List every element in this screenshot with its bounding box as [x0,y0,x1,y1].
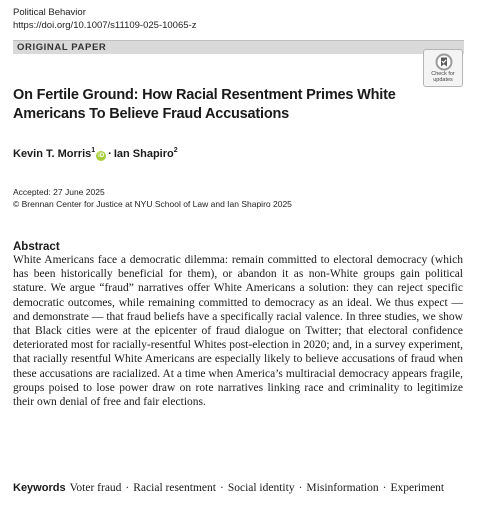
keyword-separator: · [382,482,387,494]
bookmark-check-icon [435,53,453,71]
keywords-section [13,481,463,496]
keyword-item: Social identity [227,482,295,494]
orcid-icon[interactable]: iD [98,153,105,159]
keyword-separator: · [219,482,224,494]
author-name[interactable]: Ian Shapiro [113,148,174,160]
article-type-badge [13,40,464,54]
check-for-updates-button[interactable] [423,49,463,87]
doi-link[interactable]: https://doi.org/10.1007/s11109-025-10065-z [13,20,197,31]
journal-name: Political Behavior [13,7,86,18]
article-type-label: ORIGINAL PAPER [17,42,107,53]
article-title: On Fertile Ground: How Racial Resentment Primes White Americans To Believe Fraud Accusations [13,87,396,122]
abstract-heading: Abstract [13,241,60,253]
keyword-item: Racial resentment [133,482,216,494]
author-list [13,147,178,161]
keyword-item: Voter fraud [69,482,122,494]
keyword-item: Experiment [390,482,445,494]
author-name[interactable]: Kevin T. Morris [13,148,92,160]
accepted-date: Accepted: 27 June 2025 [13,187,105,197]
keyword-separator: · [125,482,130,494]
author-separator: · [108,148,112,160]
copyright-notice: © Brennan Center for Justice at NYU School of Law and Ian Shapiro 2025 [13,199,292,209]
abstract-text: White Americans face a democratic dilemma: remain committed to electoral democracy (which has been historically beneficial for them), or abandon it as non-White groups gain political stature. We argue “fraud” narratives offer White Americans a solution: they can reject specific democratic outcomes, while remaining committed to democracy as an ideal. We thus expect — and demonstrate — that fraud beliefs have a specifically racial valence. In three studies, we show that Black cities were at the epicenter of fraud dialogue on Twitter; that electoral confidence deteriorated most for racially-resentful Whites post-election in 2020; and, in a survey experiment, that racially resentful White Americans are especially likely to believe accusations of fraud when these accusations are racialized. At a time when America’s multiracial democracy appears fragile, groups poised to lose power draw on rote narratives linking race and criminality to legitimize their own denial of free and fair elections. [13,254,463,409]
check-updates-text [424,71,462,83]
check-updates-line2: updates [433,77,453,83]
author-affiliation-mark: 2 [173,147,178,154]
check-updates-line1: Check for [431,71,455,77]
keywords-label: Keywords [13,482,66,494]
author-affiliation-mark: 1 [91,147,96,154]
keyword-item: Misinformation [306,482,379,494]
keyword-separator: · [298,482,303,494]
